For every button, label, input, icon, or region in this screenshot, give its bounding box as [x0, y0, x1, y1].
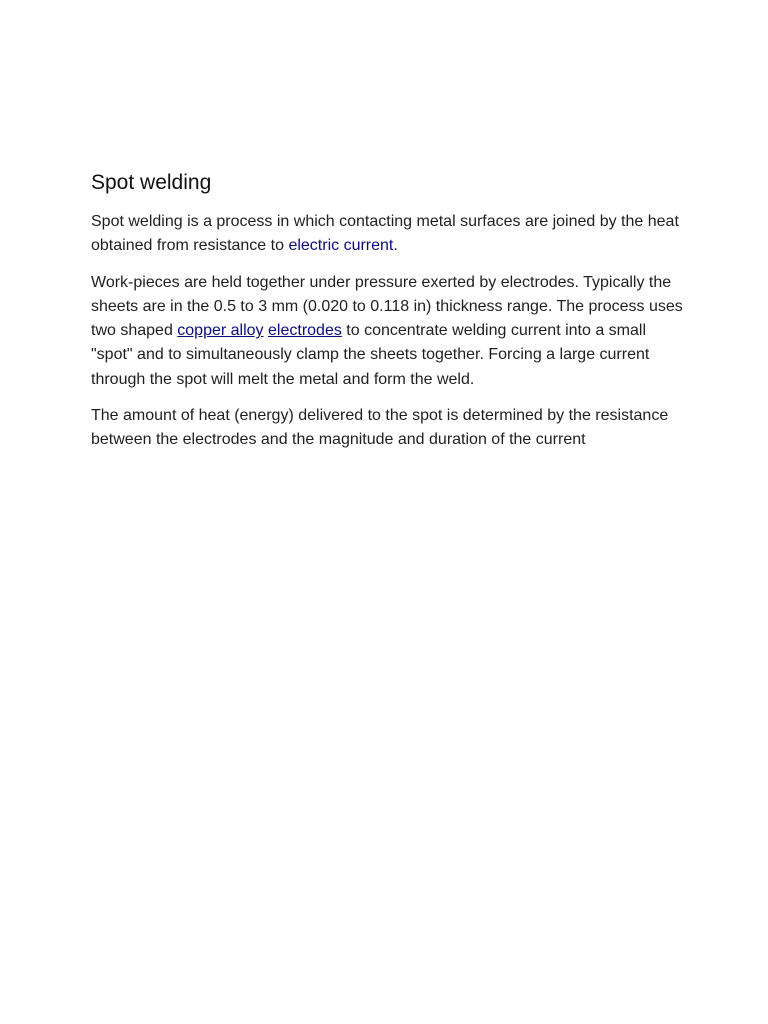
paragraph-1-text: Spot welding is a process in which contacting metal surfaces are joined by the heat obtained from resistance to [91, 213, 679, 255]
paragraph-1-end: . [393, 237, 398, 255]
paragraph-2 [91, 271, 691, 392]
electrodes-link[interactable]: electrodes [268, 322, 342, 340]
paragraph-2-text: Work-pieces are held together under pressure exerted by electrodes. Typically the sheets are in the 0.5 to 3 mm (0.020 to 0.118 in) thickness range. The process uses two shaped [91, 273, 683, 340]
copper-alloy-link[interactable]: copper alloy [177, 322, 264, 340]
document-body [91, 168, 691, 465]
paragraph-2-end: to concentrate welding current into a small "spot" and to simultaneously clamp the sheets together. Forcing a large current through the spot will melt the metal and form the weld. [91, 322, 650, 388]
paragraph-3: The amount of heat (energy) delivered to the spot is determined by the resistance between the electrodes and the magnitude and duration of the current [91, 407, 669, 449]
electric-current-link[interactable]: electric current [288, 237, 394, 255]
page-title: Spot welding [91, 171, 212, 194]
paragraph-1 [91, 210, 691, 259]
